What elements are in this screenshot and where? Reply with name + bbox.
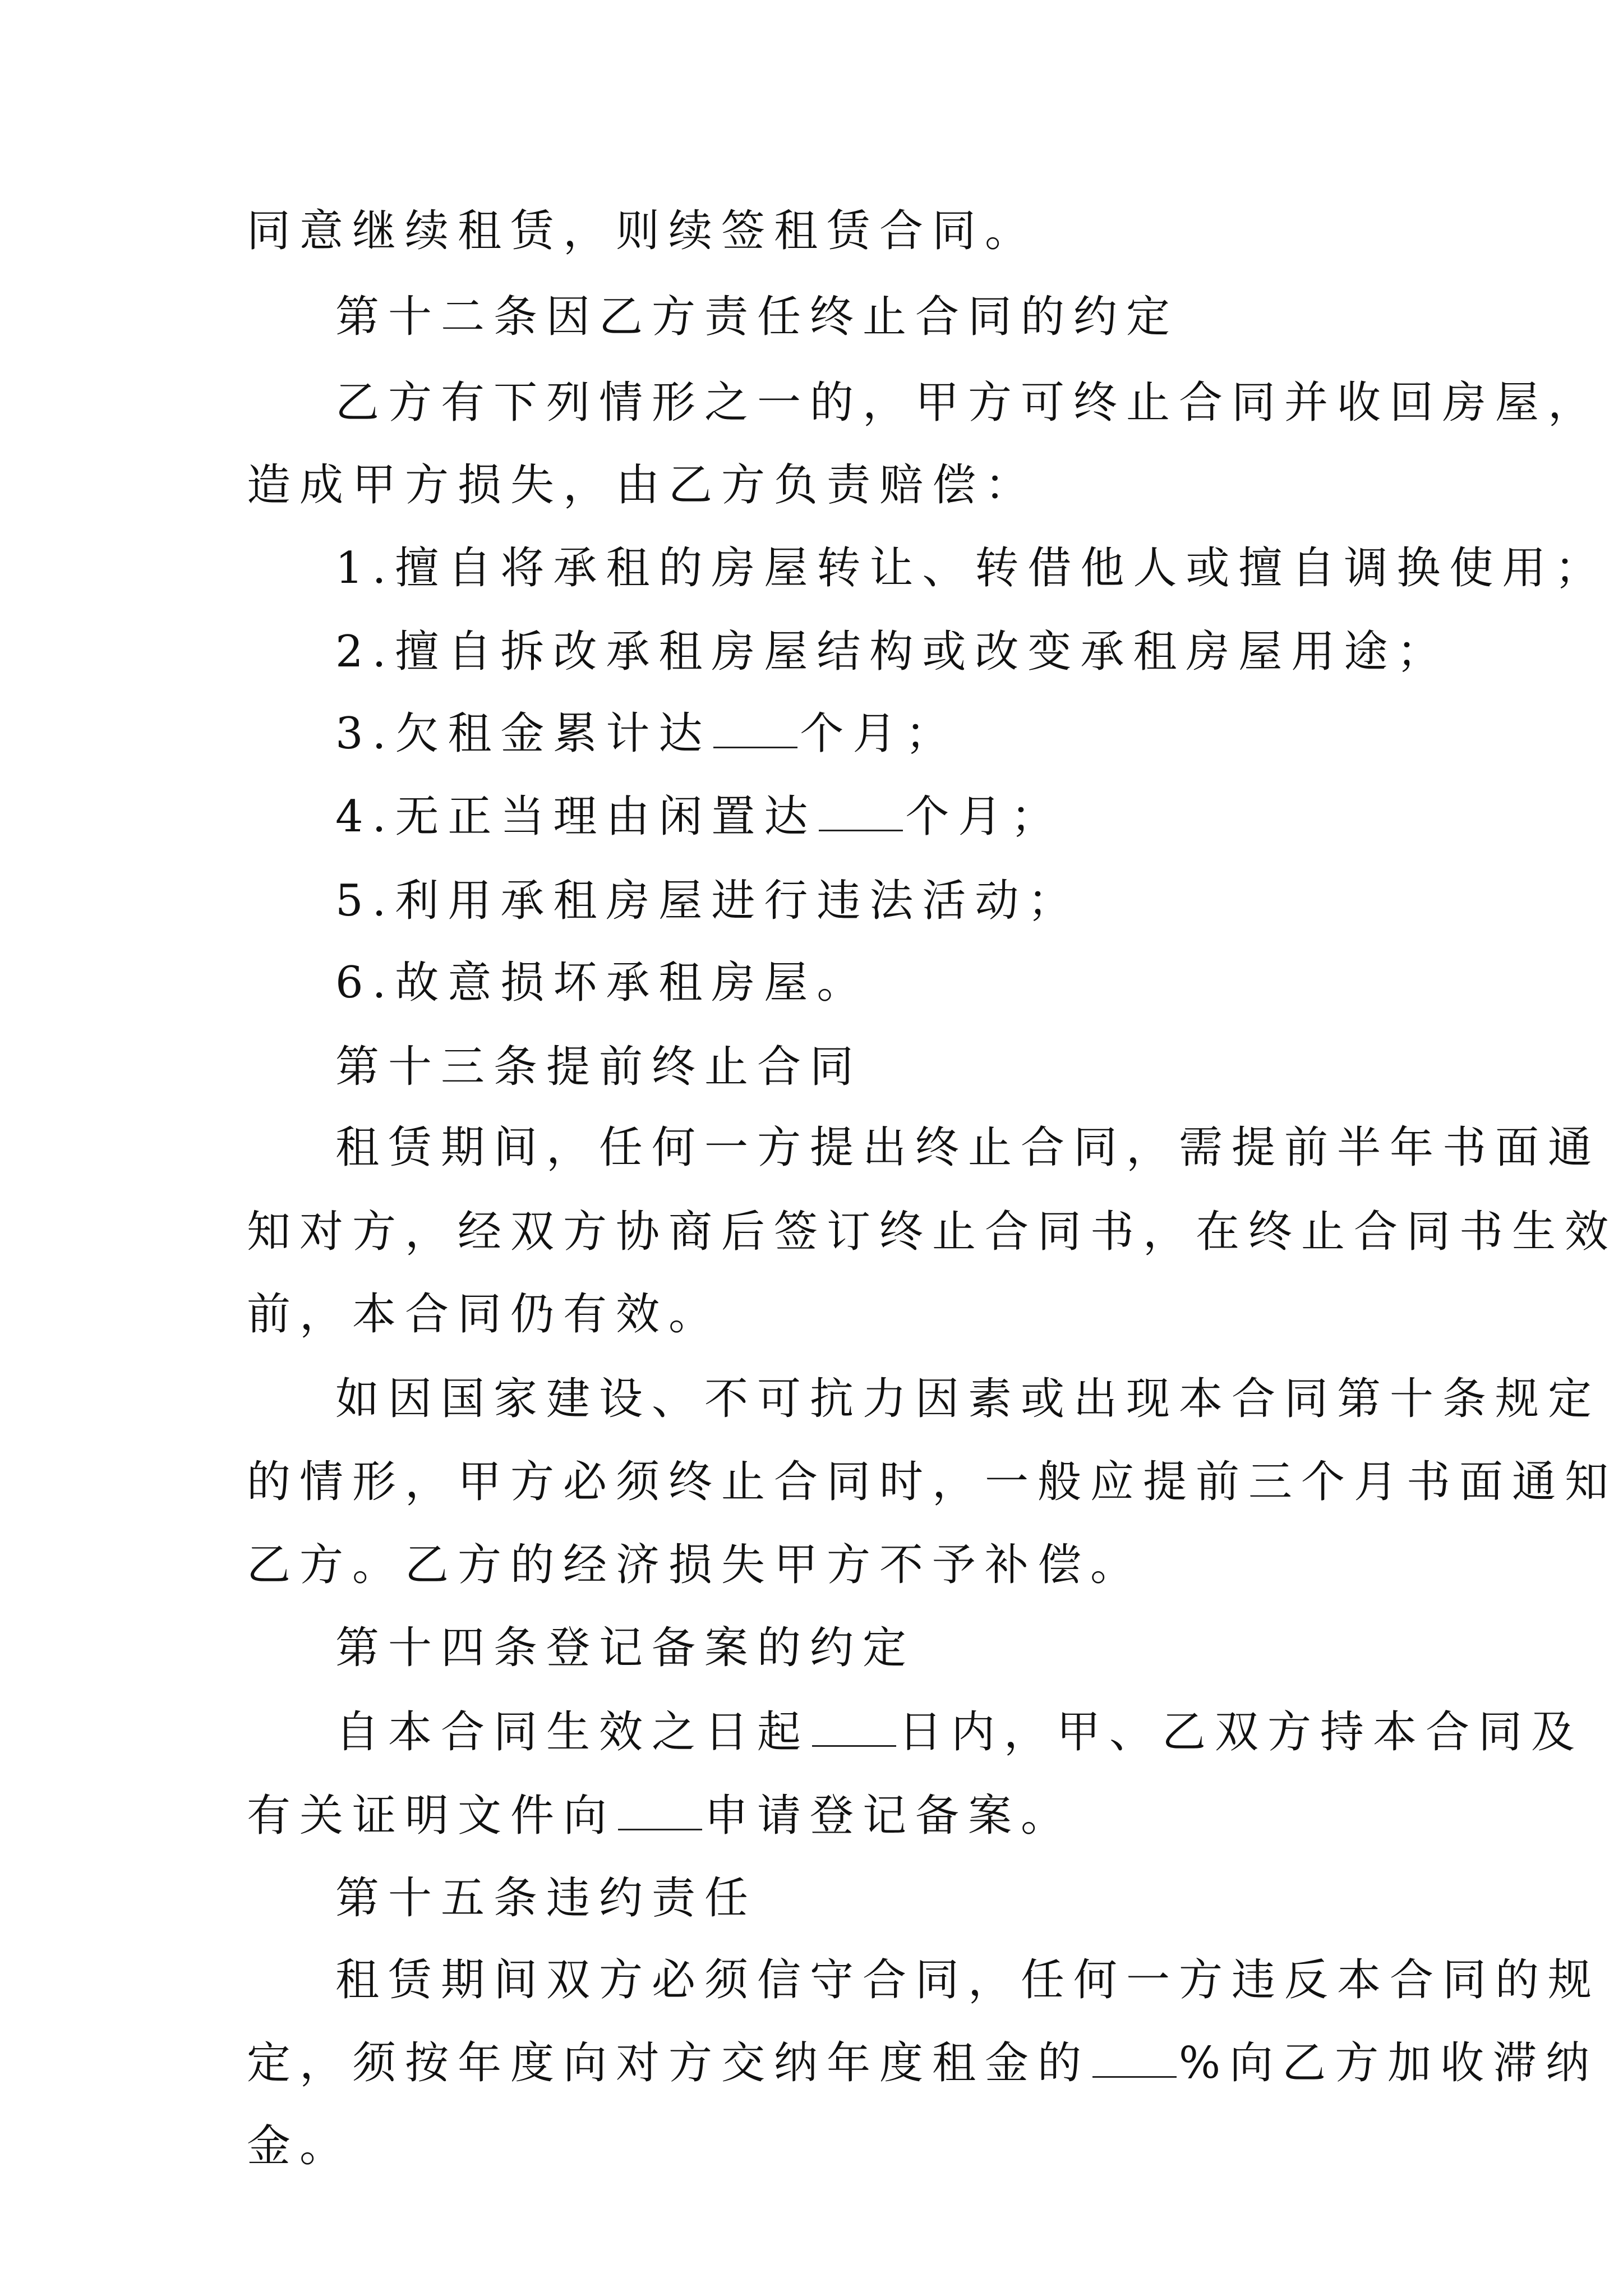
text-line: 的情形，甲方必须终止合同时，一般应提前三个月书面通知 — [247, 1457, 1618, 1507]
text-segment: %向乙方加收滞纳 — [1179, 2038, 1599, 2088]
list-item: 5.利用承租房屋进行违法活动； — [335, 876, 1081, 926]
text-line: 租赁期间双方必须信守合同，任何一方违反本合同的规 — [335, 1955, 1601, 2005]
text-line: 租赁期间，任何一方提出终止合同，需提前半年书面通 — [335, 1122, 1601, 1173]
section-heading: 第十五条违约责任 — [335, 1873, 758, 1924]
text-segment: 日内，甲、乙双方持本合同及 — [898, 1707, 1584, 1757]
text-line — [247, 2035, 1598, 2091]
list-item: 2.擅自拆改承租房屋结构或改变承租房屋用途； — [335, 627, 1450, 677]
fill-in-blank — [1092, 2037, 1177, 2078]
list-item — [335, 789, 1063, 845]
text-line: 同意继续租赁，则续签租赁合同。 — [247, 206, 1038, 256]
text-segment: 定，须按年度向对方交纳年度租金的 — [247, 2038, 1091, 2088]
text-segment: 有关证明文件向 — [247, 1791, 616, 1841]
text-segment: 个月； — [905, 792, 1064, 842]
section-heading: 第十三条提前终止合同 — [335, 1042, 863, 1092]
list-item: 6.故意损坏承租房屋。 — [335, 958, 870, 1008]
text-segment: 3.欠租金累计达 — [335, 708, 712, 759]
text-line — [335, 1704, 1584, 1760]
section-heading: 第十二条因乙方责任终止合同的约定 — [335, 292, 1179, 342]
fill-in-blank — [713, 707, 797, 748]
text-line: 乙方。乙方的经济损失甲方不予补偿。 — [247, 1540, 1144, 1590]
text-segment: 个月； — [800, 708, 958, 759]
text-line: 乙方有下列情形之一的，甲方可终止合同并收回房屋， — [335, 378, 1601, 428]
text-line: 如因国家建设、不可抗力因素或出现本合同第十条规定 — [335, 1374, 1601, 1424]
text-line: 知对方，经双方协商后签订终止合同书，在终止合同书生效 — [247, 1207, 1618, 1257]
section-heading: 第十四条登记备案的约定 — [335, 1623, 916, 1673]
fill-in-blank — [618, 1789, 702, 1830]
text-segment: 申请登记备案。 — [704, 1791, 1074, 1841]
text-line: 前，本合同仍有效。 — [247, 1289, 722, 1340]
text-line: 造成甲方损失，由乙方负责赔偿： — [247, 460, 1038, 510]
list-item: 1.擅自将承租的房屋转让、转借他人或擅自调换使用； — [335, 543, 1608, 593]
text-segment: 4.无正当理由闲置达 — [335, 792, 817, 842]
fill-in-blank — [812, 1706, 896, 1747]
text-line: 金。 — [247, 2121, 353, 2171]
list-item — [335, 706, 958, 762]
text-segment: 自本合同生效之日起 — [335, 1707, 810, 1757]
text-line — [247, 1788, 1073, 1844]
fill-in-blank — [819, 790, 903, 831]
